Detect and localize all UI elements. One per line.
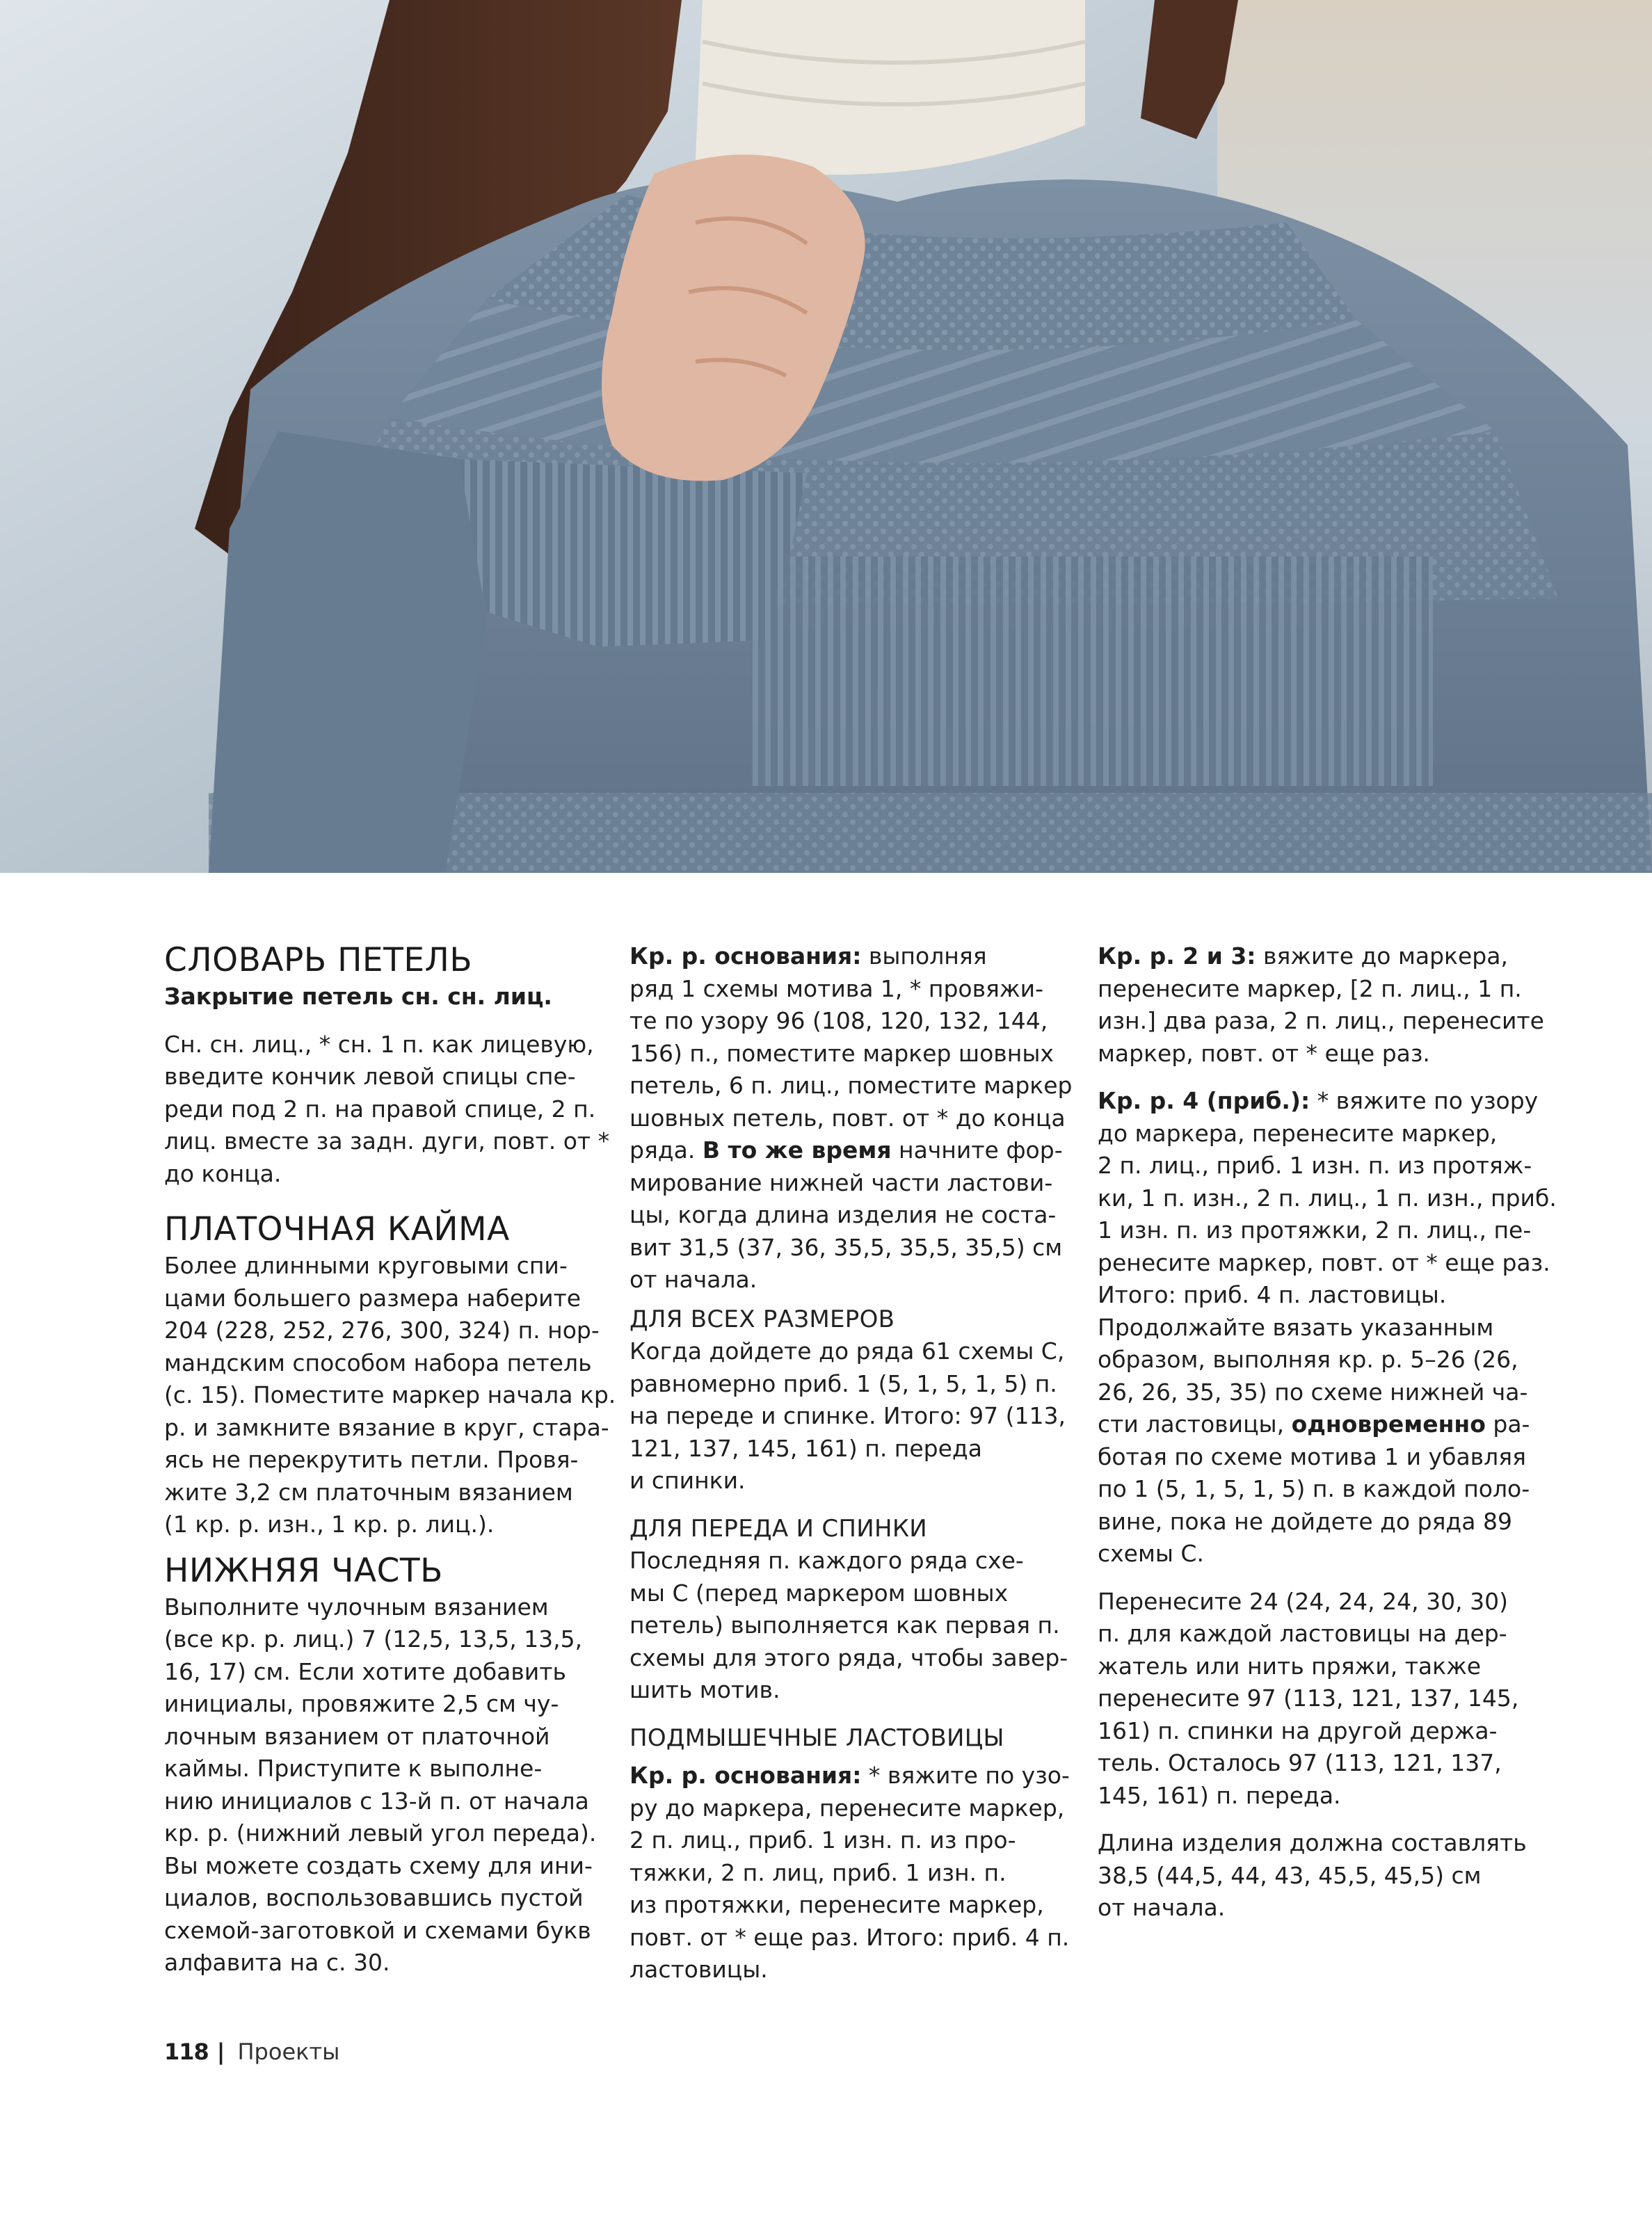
paragraph-bind-off [164,1029,610,1191]
text-line: те по узору 96 (108, 120, 132, 144, [629,1007,1048,1034]
paragraph-length [1098,1827,1543,1924]
text-fragment: вяжите до маркера, [1256,942,1508,970]
text-line: схемы для этого ряда, чтобы завер- [629,1644,1068,1671]
text-line: лочным вязанием от платочной [164,1722,550,1750]
text-line: повт. от * еще раз. Итого: приб. 4 п. [629,1923,1070,1951]
text-line: перенесите маркер, [2 п. лиц., 1 п. [1098,974,1522,1002]
text-line: нию инициалов с 13-й п. от начала [164,1787,589,1815]
text-line: введите кончик левой спицы спе- [164,1063,576,1090]
text-line: 161) п. спинки на другой держа- [1098,1717,1498,1744]
text-line: Более длинными круговыми спи- [164,1252,568,1279]
text-line: шить мотив. [629,1676,780,1703]
text-line: равномерно приб. 1 (5, 1, 5, 1, 5) п. [629,1369,1057,1397]
text-line: из протяжки, перенесите маркер, [629,1891,1044,1918]
text-line: до конца. [164,1159,282,1187]
text-line: жите 3,2 см платочным вязанием [164,1478,573,1506]
text-line: Итого: приб. 4 п. ластовицы. [1098,1281,1447,1308]
paragraph-base-round [629,940,1073,1296]
text-line: 1 изн. п. из протяжки, 2 п. лиц., пе- [1098,1216,1532,1244]
subheading-bind-off: Закрытие петель сн. сн. лиц. [164,983,552,1010]
paragraph-lower-body [164,1591,597,1979]
text-line: вине, пока не дойдете до ряда 89 [1098,1507,1512,1535]
text-line: р. и замкните вязание в круг, стара- [164,1413,609,1441]
text-line: инициалы, провяжите 2,5 см чу- [164,1690,559,1717]
text-line: цами большего размера наберите [164,1284,582,1312]
text-line: Последняя п. каждого ряда схе- [629,1547,1024,1574]
heading-lower-body: НИЖНЯЯ ЧАСТЬ [164,1551,443,1590]
text-fragment: ряда. [629,1136,703,1164]
text-line: (все кр. р. лиц.) 7 (12,5, 13,5, 13,5, [164,1625,583,1653]
text-line: тель. Осталось 97 (113, 121, 137, [1098,1749,1502,1776]
emphasis-same-time: В то же время [702,1136,892,1164]
text-line: тяжки, 2 п. лиц, приб. 1 изн. п. [629,1858,1007,1886]
text-line: каймы. Приступите к выполне- [164,1755,543,1782]
sweater-photo [0,0,1652,873]
column-right [1098,940,1557,1924]
text-line: мандским способом набора петель [164,1349,592,1376]
text-line: 2 п. лиц., приб. 1 изн. п. из протяж- [1098,1152,1532,1179]
text-line: мы С (перед маркером шовных [629,1579,1009,1607]
text-fragment: ра- [1485,1411,1530,1438]
paragraph-front-back [629,1545,1068,1707]
paragraph-move-stitches [1098,1586,1543,1813]
text-line: 26, 26, 35, 35) по схеме нижней ча- [1098,1378,1528,1406]
text-line: лиц. вместе за задн. дуги, повт. от * [164,1127,610,1155]
text-line: ренесите маркер, повт. от * еще раз. [1098,1248,1550,1276]
text-line [629,1760,1070,1792]
text-line: 121, 137, 145, 161) п. переда [629,1434,982,1462]
page-number: 118 [164,2039,209,2065]
text-line: 38,5 (44,5, 44, 43, 45,5, 45,5) см [1098,1861,1482,1889]
text-line: ки, 1 п. изн., 2 п. лиц., 1 п. изн., приб. [1098,1184,1557,1212]
text-line: Когда дойдете до ряда 61 схемы С, [629,1337,1065,1365]
heading-underarm-gussets: ПОДМЫШЕЧНЫЕ ЛАСТОВИЦЫ [629,1723,1004,1752]
label-round-4: Кр. р. 4 (приб.): [1098,1087,1310,1114]
text-line: Продолжайте вязать указанным [1098,1313,1494,1341]
paragraph-rounds-2-3 [1098,940,1543,1070]
text-line: образом, выполняя кр. р. 5–26 (26, [1098,1346,1518,1373]
text-line: ясь не перекрутить петли. Провя- [164,1446,579,1473]
text-line: от начала. [629,1266,757,1293]
text-line: ботая по схеме мотива 1 и убавляя [1098,1442,1526,1470]
text-line: ряд 1 схемы мотива 1, * провяжи- [629,974,1043,1002]
text-line: циалов, воспользовавшись пустой [164,1884,584,1911]
label-base-round: Кр. р. основания: [629,942,862,970]
text-line: (1 кр. р. изн., 1 кр. р. лиц.). [164,1511,495,1538]
label-rounds-2-3: Кр. р. 2 и 3: [1098,942,1256,970]
text-line: по 1 (5, 1, 5, 1, 5) п. в каждой поло- [1098,1475,1530,1502]
text-line: мирование нижней части ластови- [629,1168,1053,1196]
text-fragment: сти ластовицы, [1098,1411,1292,1438]
text-line: изн.] два раза, 2 п. лиц., перенесите [1098,1007,1544,1034]
text-line: Выполните чулочным вязанием [164,1593,549,1621]
text-line: реди под 2 п. на правой спице, 2 п. [164,1095,596,1123]
text-line [1098,1085,1543,1118]
text-line: от начала. [1098,1894,1226,1921]
heading-all-sizes: ДЛЯ ВСЕХ РАЗМЕРОВ [629,1305,895,1333]
text-line: 156) п., поместите маркер шовных [629,1039,1054,1067]
heading-front-back: ДЛЯ ПЕРЕДА И СПИНКИ [629,1514,928,1543]
text-line: петель, 6 п. лиц., поместите маркер [629,1072,1073,1099]
text-line: Вы можете создать схему для ини- [164,1851,593,1879]
text-line: схемой-заготовкой и схемами букв [164,1916,591,1944]
text-line: Длина изделия должна составлять [1098,1829,1527,1856]
text-line: маркер, повт. от * еще раз. [1098,1039,1430,1067]
text-line [629,1134,1061,1167]
text-fragment: * вяжите по узору [1310,1087,1539,1114]
column-middle [629,940,1073,1986]
footer-separator: | [216,2039,225,2065]
text-line: жатель или нить пряжи, также [1098,1652,1482,1680]
heading-stitch-dictionary: СЛОВАРЬ ПЕТЕЛЬ [164,941,473,979]
photo-illustration [0,0,1652,873]
text-line: 2 п. лиц., приб. 1 изн. п. из про- [629,1826,1016,1854]
paragraph-round-4 [1098,1085,1557,1570]
paragraph-garter-border [164,1250,616,1541]
text-line: схемы С. [1098,1540,1204,1567]
paragraph-gussets [629,1760,1070,1986]
text-line [1098,940,1543,973]
text-line: ластовицы. [629,1956,768,1983]
text-line: ру до маркера, перенесите маркер, [629,1794,1065,1822]
text-line: вит 31,5 (37, 36, 35,5, 35,5, 35,5) см [629,1233,1063,1261]
text-line: алфавита на с. 30. [164,1949,390,1976]
text-line: 204 (228, 252, 276, 300, 324) п. нор- [164,1317,600,1344]
paragraph-all-sizes [629,1335,1066,1497]
text-fragment: * вяжите по узо- [861,1762,1070,1789]
text-line: Сн. сн. лиц., * сн. 1 п. как лицевую, [164,1030,594,1058]
text-line: петель) выполняется как первая п. [629,1612,1060,1639]
column-left [164,940,616,1979]
text-line [629,940,1061,973]
text-line: Перенесите 24 (24, 24, 24, 30, 30) [1098,1587,1508,1615]
text-line: перенесите 97 (113, 121, 137, 145, [1098,1685,1519,1712]
text-line: цы, когда длина изделия не соста- [629,1201,1057,1228]
text-line [1098,1408,1543,1441]
section-name: Проекты [237,2039,340,2065]
text-line: 145, 161) п. переда. [1098,1781,1341,1809]
text-line: шовных петель, повт. от * до конца [629,1104,1066,1132]
heading-garter-border: ПЛАТОЧНАЯ КАЙМА [164,1210,510,1248]
text-line: до маркера, перенесите маркер, [1098,1119,1498,1147]
text-line: 16, 17) см. Если хотите добавить [164,1657,566,1685]
text-line: на переде и спинке. Итого: 97 (113, [629,1402,1066,1429]
text-line: кр. р. (нижний левый угол переда). [164,1819,597,1847]
text-line: и спинки. [629,1467,746,1494]
text-fragment: начните фор- [891,1136,1063,1164]
text-line: (с. 15). Поместите маркер начала кр. [164,1381,616,1408]
text-fragment: выполняя [861,942,987,970]
emphasis-simultaneously: одновременно [1291,1411,1486,1438]
label-base-round: Кр. р. основания: [629,1762,862,1789]
page-footer [164,2038,339,2066]
text-line: п. для каждой ластовицы на дер- [1098,1620,1507,1647]
